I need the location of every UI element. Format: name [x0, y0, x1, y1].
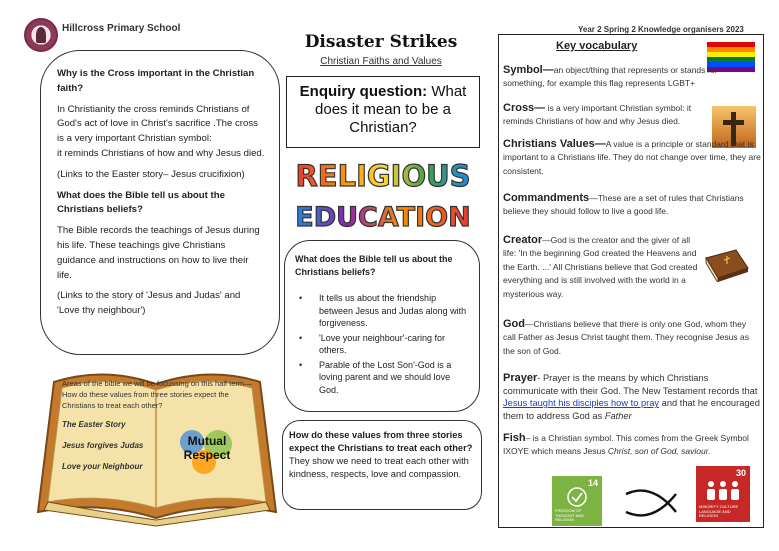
vocab-fish: Fish– is a Christian symbol. This comes from the Greek Symbol IXOYE which means Jesus Christ, son of God, saviour. — [503, 432, 749, 457]
sdg-14-number: 14 — [587, 478, 598, 488]
enquiry-question-box — [286, 76, 480, 148]
header-right-title: Year 2 Spring 2 Knowledge organisers 2023 — [578, 25, 744, 34]
enquiry-text: What does it mean to be a Christian? — [315, 83, 467, 136]
vocab-prayer: Prayer- Prayer is the means by which Christians communicate with their God. The New Testament records that Jesus taught his disciples how to pray and that he encouraged them to address God as Father — [503, 372, 760, 421]
list-item: • 'Love your neighbour'-caring for others. — [295, 332, 469, 357]
sdg-14-badge — [552, 476, 602, 526]
cross-paragraph: In Christianity the cross reminds Christians of God's act of love in Christ's sacrifice .The cross is a very important Christian symbol: — [57, 103, 258, 145]
vocab-commandments: Commandments—These are a set of rules that Christians believe they should follow to live a good life. — [503, 192, 744, 217]
cross-reminder: it reminds Christians of how and why Jesus died. — [57, 147, 265, 159]
enquiry-label: Enquiry question: — [299, 83, 428, 100]
religious-education-wordart — [288, 150, 478, 236]
sdg-14-text: FREEDOM OF THOUGHT AND RELIGION — [555, 508, 585, 523]
story-easter: The Easter Story — [62, 420, 126, 429]
mutual-text: Mutual Respect — [183, 434, 231, 462]
bible-focus-intro: Areas of the bible we will be focussing on this half term— How do these values from three stories expect the Christians to treat each other? — [62, 379, 252, 410]
cross-importance-bubble — [40, 50, 280, 355]
values-question-box — [282, 420, 482, 510]
sdg-30-number: 30 — [735, 468, 746, 478]
key-vocabulary-title: Key vocabulary — [556, 40, 638, 52]
page-title: Disaster Strikes — [304, 32, 458, 52]
story-neighbour: Love your Neighbour — [62, 462, 143, 471]
story-judas: Jesus forgives Judas — [62, 441, 144, 450]
cross-question: Why is the Cross important in the Christian faith? — [57, 68, 255, 94]
school-logo — [24, 18, 58, 52]
page-subtitle: Christian Faiths and Values — [320, 56, 442, 67]
bible-beliefs-heading: What does the Bible tell us about the Christians beliefs? — [295, 254, 453, 277]
people-icon — [704, 478, 742, 502]
vocab-cross: Cross— is a very important Christian symbol: it reminds Christians of how and why Jesus died. — [503, 102, 692, 127]
values-answer: They show we need to treat each other with kindness, respects, love and compassion. — [289, 456, 469, 479]
list-item: • It tells us about the friendship between Jesus and Judas along with forgiveness. — [295, 292, 469, 330]
re-line2: EDUCATION — [295, 202, 471, 233]
list-item: • Parable of the Lost Son'-God is a loving parent and we should love God. — [295, 359, 469, 397]
sdg-30-text: MINORITY CULTURE LANGUAGE AND RELIGION — [699, 504, 739, 519]
values-question: How do these values from three stories expect the Christians to treat each other? — [289, 430, 473, 453]
freedom-icon — [566, 486, 588, 508]
re-line1: RELIGIOUS — [295, 159, 471, 193]
vocab-symbol: Symbol—an object/thing that represents or stands for something, for example this flag represents LGBT+ — [503, 64, 718, 89]
bible-question: What does the Bible tell us about the Christians beliefs? — [57, 189, 225, 216]
bible-beliefs-list — [295, 292, 469, 396]
judas-link: (Links to the story of 'Jesus and Judas' and 'Love thy neighbour') — [57, 290, 241, 317]
easter-link: (Links to the Easter story– Jesus crucifixion) — [57, 168, 245, 180]
bible-paragraph: The Bible records the teachings of Jesus during his life. These teachings give Christians guidance and instructions on how to live their life. — [57, 225, 260, 281]
mutual-respect-badge — [170, 426, 244, 476]
sdg-30-badge — [696, 466, 750, 522]
bible-beliefs-bubble — [284, 240, 480, 412]
ichthys-fish-icon — [622, 488, 682, 518]
school-name: Hillcross Primary School — [62, 23, 181, 34]
prayer-link[interactable]: Jesus taught his disciples how to pray — [503, 398, 660, 409]
bible-book-icon — [702, 248, 752, 282]
vocab-god: God—Christians believe that there is only one God, whom they call Father as Jesus Christ taught them. They recognise Jesus as the son of God. — [503, 318, 749, 356]
vocab-christian-values: Christians Values—A value is a principle or standard that is important to a Christians life. They do not change over time, they are consistent. — [503, 138, 761, 176]
vocab-creator: Creator—God is the creator and the giver of all life: 'In the beginning God created the Heavens and the Earth. ...' All Christians believe that God created everything and is still involved with the world in a mysterious way. — [503, 234, 698, 299]
